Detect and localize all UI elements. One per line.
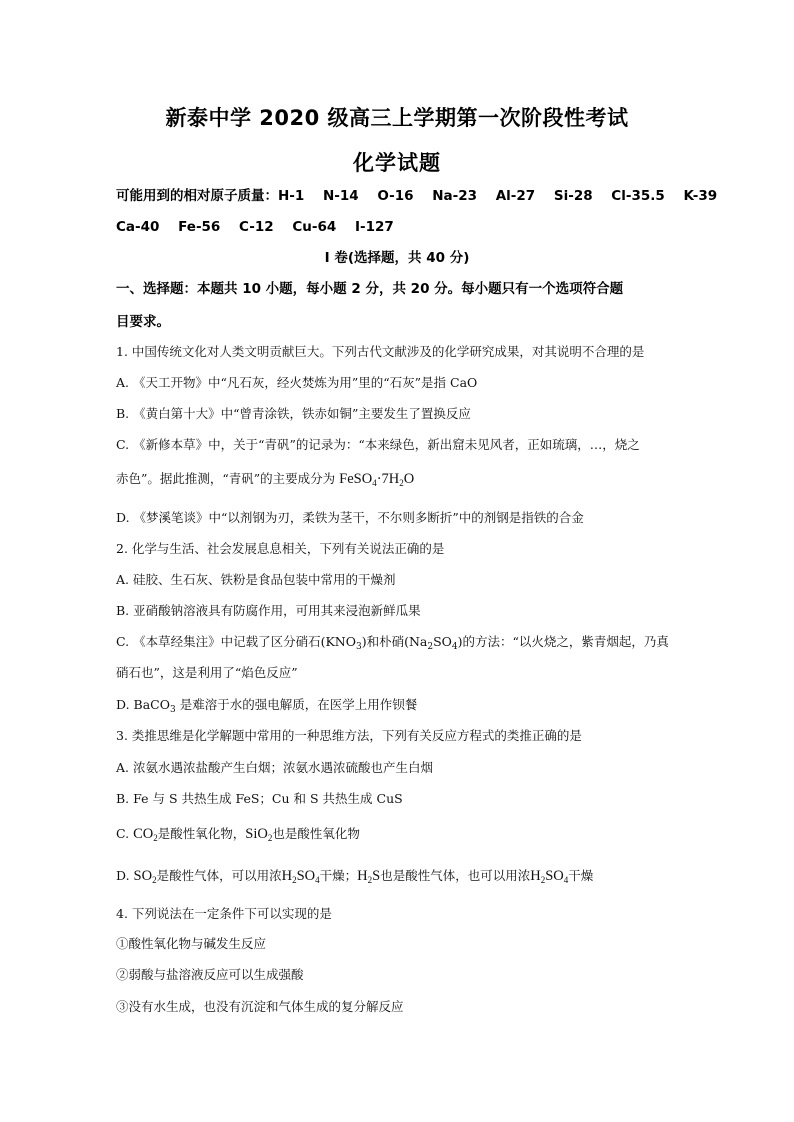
- q2-option-c-line-2: 硝石也”，这是利用了“焰色反应”: [116, 665, 298, 680]
- q3-option-b: B. Fe 与 S 共热生成 FeS；Cu 和 S 共热生成 CuS: [116, 791, 403, 806]
- exam-subject: 化学试题: [353, 151, 441, 175]
- q1-option-c-line-2: [116, 470, 414, 488]
- atomic-mass-line-2: Ca-40 Fe-56 C-12 Cu-64 I-127: [116, 219, 394, 235]
- formula-co2: $CO_2$: [133, 826, 158, 843]
- q4-item-3: ③没有水生成，也没有沉淀和气体生成的复分解反应: [116, 999, 404, 1014]
- q1-stem: 1. 中国传统文化对人类文明贡献巨大。下列古代文献涉及的化学研究成果，对其说明不合理的是: [116, 344, 645, 359]
- formula-h2so4: $H_2SO_4$: [281, 868, 320, 885]
- q3-option-a: A. 浓氨水遇浓盐酸产生白烟；浓氨水遇浓硫酸也产生白烟: [116, 760, 433, 775]
- q3-option-c: C. $CO_2$是酸性氧化物，SiO$_2$也是酸性氧化物: [116, 826, 360, 843]
- section-instruction-line-1: 一、选择题：本题共 10 小题，每小题 2 分，共 20 分。每小题只有一个选项符合题: [116, 281, 624, 297]
- q1-option-c-text: 赤色”。据此推测，“青矾”的主要成分为: [116, 471, 336, 486]
- q2-option-a: A. 硅胶、生石灰、铁粉是食品包装中常用的干燥剂: [116, 572, 396, 587]
- q1-option-a: A. 《天工开物》中“凡石灰，经火焚炼为用”里的“石灰”是指 CaO: [116, 375, 478, 390]
- q2-stem: 2. 化学与生活、社会发展息息相关，下列有关说法正确的是: [116, 541, 445, 556]
- formula-h2so4-2: $H_2SO_4$: [530, 868, 569, 885]
- q4-stem: 4. 下列说法在一定条件下可以实现的是: [116, 906, 332, 921]
- formula-so2: $SO_2$: [133, 868, 157, 885]
- q1-option-c-line-1: C. 《新修本草》中，关于“青矾”的记录为：“本来绿色，新出窟未见风者，正如琉璃，…，烧之: [116, 437, 640, 452]
- q2-option-b: B. 亚硝酸钠溶液具有防腐作用，可用其来浸泡新鲜瓜果: [116, 603, 421, 618]
- q4-item-1: ①酸性氧化物与碱发生反应: [116, 936, 267, 951]
- formula-h2s: $H_2S$: [357, 868, 381, 885]
- atomic-mass-line-1: 可能用到的相对原子质量：H-1 N-14 O-16 Na-23 Al-27 Si-28 Cl-35.5 K-39: [116, 188, 718, 204]
- q3-stem: 3. 类推思维是化学解题中常用的一种思维方法，下列有关反应方程式的类推正确的是: [116, 728, 582, 743]
- q1-formula-feso4-7h2o: $FeSO_4\cdot 7H_2O$: [339, 471, 415, 488]
- section-instruction-line-2: 目要求。: [116, 314, 170, 330]
- section-heading: I 卷(选择题，共 40 分): [324, 250, 470, 266]
- q1-option-b: B. 《黄白第十大》中“曾青涂铁，铁赤如铜”主要发生了置换反应: [116, 406, 471, 421]
- q3-option-d: D. $SO_2$是酸性气体，可以用浓$H_2SO_4$干燥；$H_2S$也是酸性气体，也可以用浓$H_2SO_4$干燥: [116, 868, 594, 885]
- q2-option-d: D. BaCO$_3$ 是难溶于水的强电解质，在医学上用作钡餐: [116, 697, 418, 715]
- exam-title: 新泰中学 2020 级高三上学期第一次阶段性考试: [165, 106, 629, 130]
- q2-option-c-line-1: C. 《本草经集注》中记载了区分硝石$(KNO_3)$和朴硝$(Na_2SO_4)$的方法：“以火烧之，紫青烟起，乃真: [116, 634, 669, 652]
- q4-item-2: ②弱酸与盐溶液反应可以生成强酸: [116, 967, 304, 982]
- q1-option-d: D. 《梦溪笔谈》中“以剂钢为刃，柔铁为茎干，不尔则多断折”中的剂钢是指铁的合金: [116, 510, 584, 525]
- formula-sio2: SiO$_2$: [245, 826, 273, 843]
